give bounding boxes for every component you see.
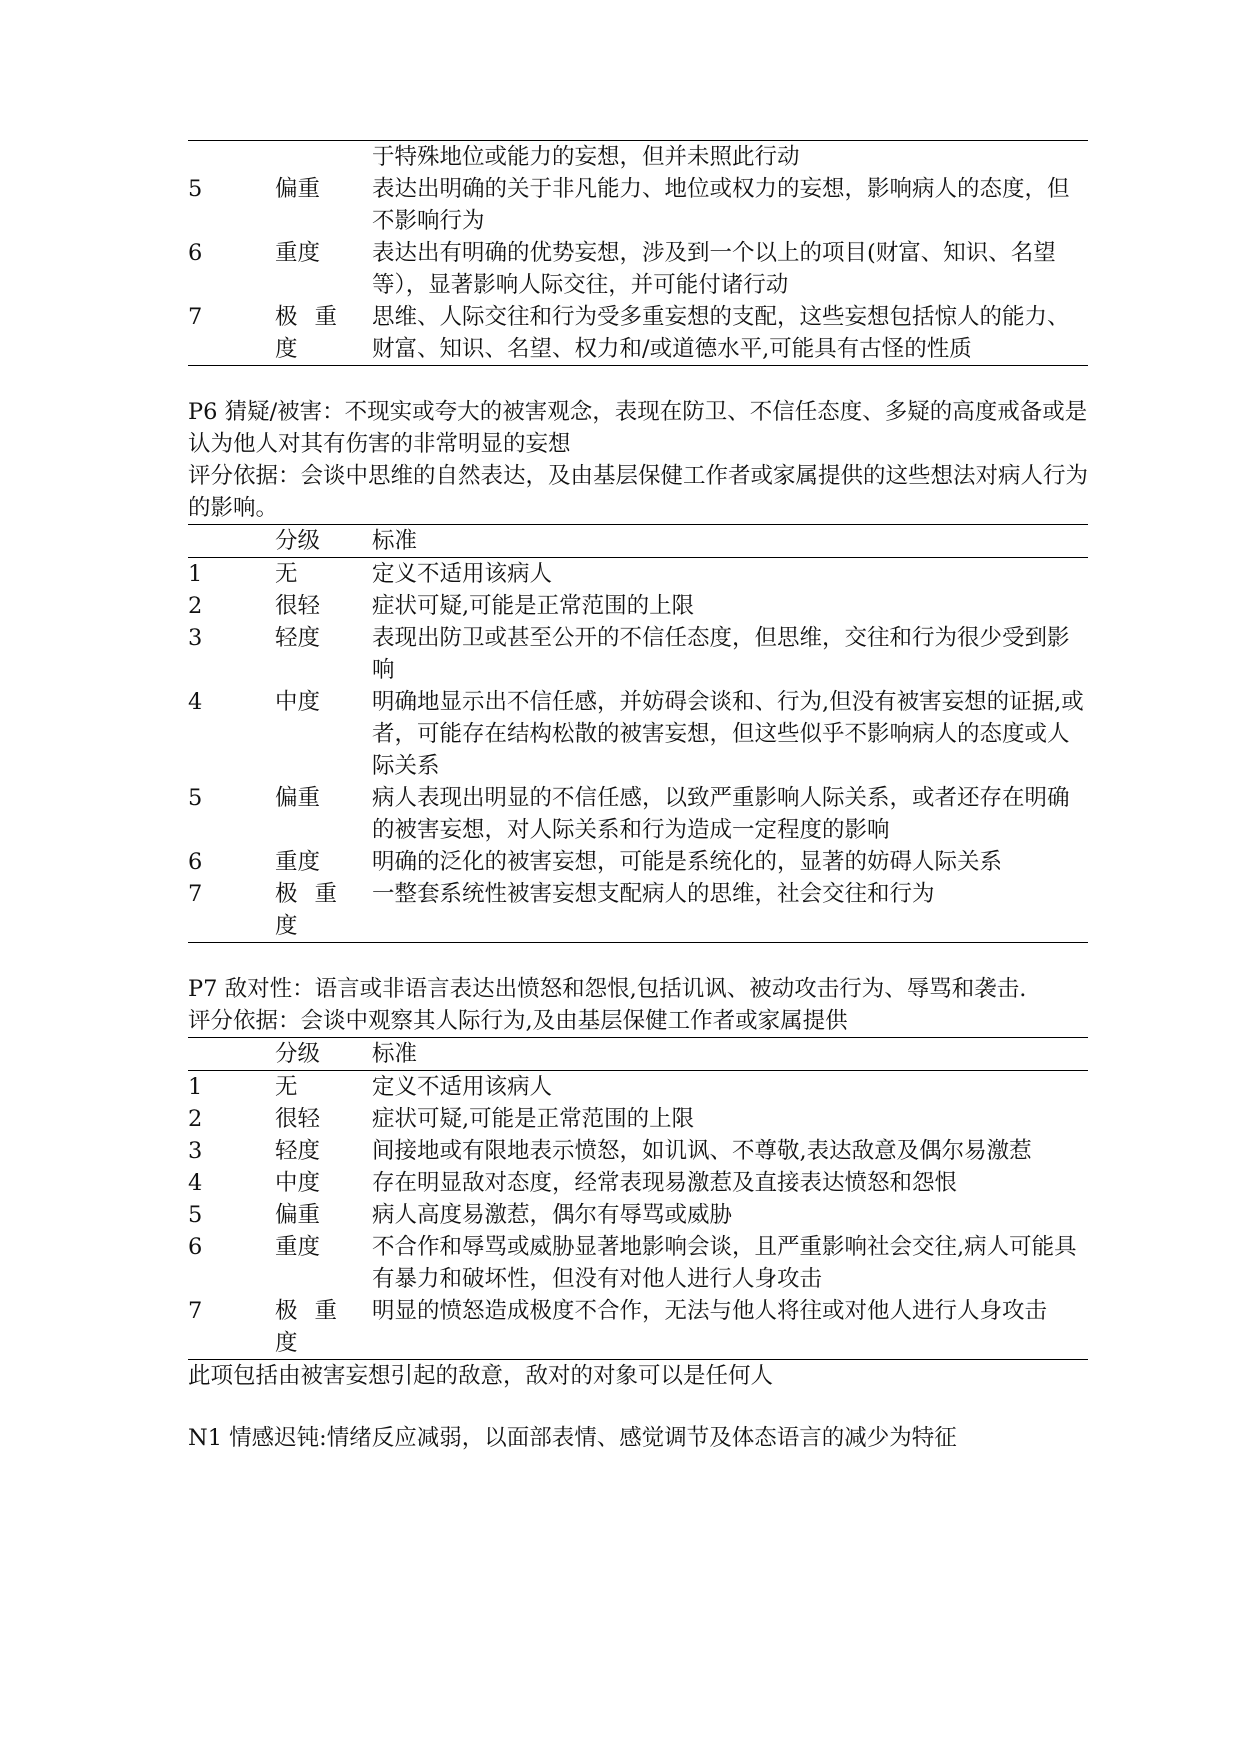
level-char: 度 (275, 336, 298, 362)
p7-title: P7 敌对性：语言或非语言表达出愤怒和怨恨,包括讥讽、被动攻击行为、辱骂和袭击. (188, 976, 1027, 1002)
table-row (188, 878, 1088, 943)
level-cell: 轻度 (275, 1138, 321, 1164)
header-level: 分级 (275, 525, 372, 558)
score-cell (188, 141, 275, 174)
criteria-cell: 病人表现出明显的不信任感，以致严重影响人际关系，或者还存在明确的被害妄想，对人际关系和行为造成一定程度的影响 (372, 785, 1070, 843)
level-cell: 很轻 (275, 1106, 321, 1132)
score-cell: 6 (188, 849, 203, 875)
level-char: 极 (275, 881, 303, 907)
table-row (188, 301, 1088, 366)
p5-continuation-table (188, 140, 1088, 366)
p7-note: 此项包括由被害妄想引起的敌意，敌对的对象可以是任何人 (188, 1363, 774, 1389)
criteria-cell: 症状可疑,可能是正常范围的上限 (372, 593, 695, 619)
criteria-cell: 定义不适用该病人 (372, 1074, 553, 1100)
level-cell: 轻度 (275, 625, 321, 651)
level-char: 重 (314, 881, 337, 907)
score-cell: 7 (188, 304, 203, 330)
spacer (188, 943, 1088, 973)
header-score-cell (188, 1038, 275, 1071)
p6-basis: 评分依据：会谈中思维的自然表达，及由基层保健工作者或家属提供的这些想法对病人行为的影响。 (188, 463, 1089, 521)
level-char: 度 (275, 1330, 298, 1356)
level-char: 重 (314, 1298, 337, 1324)
criteria-cell: 明确的泛化的被害妄想，可能是系统化的，显著的妨碍人际关系 (372, 849, 1003, 875)
score-cell: 4 (188, 689, 203, 715)
score-cell: 7 (188, 881, 203, 907)
spacer (188, 366, 1088, 396)
table-row (188, 141, 1088, 174)
level-char: 度 (275, 913, 298, 939)
table-row (188, 1295, 1088, 1360)
level-split-line (275, 1295, 337, 1327)
table-row (188, 590, 1088, 622)
table-row (188, 782, 1088, 846)
criteria-cell: 明确地显示出不信任感，并妨碍会谈和、行为,但没有被害妄想的证据,或者，可能存在结构松散的被害妄想，但这些似乎不影响病人的态度或人际关系 (372, 689, 1084, 779)
level-char: 极 (275, 1298, 303, 1324)
level-cell: 重度 (275, 240, 321, 266)
table-row (188, 1231, 1088, 1295)
score-cell: 4 (188, 1170, 203, 1196)
table-row (188, 173, 1088, 237)
spacer (188, 1392, 1088, 1422)
criteria-cell: 一整套系统性被害妄想支配病人的思维，社会交往和行为 (372, 881, 935, 907)
score-cell: 1 (188, 1074, 203, 1100)
n1-title: N1 情感迟钝:情绪反应减弱，以面部表情、感觉调节及体态语言的减少为特征 (188, 1425, 957, 1451)
level-split-line (275, 878, 337, 910)
level-cell (275, 301, 372, 366)
p6-title: P6 猜疑/被害：不现实或夸大的被害观念，表现在防卫、不信任态度、多疑的高度戒备或是认为他人对其有伤害的非常明显的妄想 (188, 399, 1088, 457)
score-cell: 3 (188, 1138, 203, 1164)
table-row (188, 1071, 1088, 1104)
criteria-cell: 不合作和辱骂或威胁显著地影响会谈，且严重影响社会交往,病人可能具有暴力和破坏性，但没有对他人进行人身攻击 (372, 1234, 1077, 1292)
score-cell: 7 (188, 1298, 203, 1324)
table-row (188, 846, 1088, 878)
table-row (188, 237, 1088, 301)
table-header-row (188, 1038, 1088, 1071)
table-row (188, 1167, 1088, 1199)
level-cell: 偏重 (275, 785, 321, 811)
p7-scale-table (188, 1037, 1088, 1360)
score-cell: 6 (188, 1234, 203, 1260)
level-cell: 中度 (275, 1170, 321, 1196)
criteria-cell: 间接地或有限地表示愤怒，如讥讽、不尊敬,表达敌意及偶尔易激惹 (372, 1138, 1032, 1164)
p6-scale-table (188, 524, 1088, 943)
score-cell: 6 (188, 240, 203, 266)
document-page (188, 140, 1088, 1454)
table-row (188, 1199, 1088, 1231)
criteria-cell: 表达出有明确的优势妄想，涉及到一个以上的项目(财富、知识、名望等），显著影响人际交往，并可能付诸行动 (372, 240, 1056, 298)
criteria-cell: 存在明显敌对态度，经常表现易激惹及直接表达愤怒和怨恨 (372, 1170, 958, 1196)
level-cell: 偏重 (275, 176, 321, 202)
criteria-cell: 表现出防卫或甚至公开的不信任态度，但思维，交往和行为很少受到影响 (372, 625, 1070, 683)
criteria-cell: 病人高度易激惹，偶尔有辱骂或威胁 (372, 1202, 733, 1228)
score-cell: 2 (188, 1106, 203, 1132)
level-split-line (275, 301, 337, 333)
level-cell (275, 1295, 372, 1360)
score-cell: 3 (188, 625, 203, 651)
table-row (188, 686, 1088, 782)
level-char: 重 (314, 304, 337, 330)
table-row (188, 1135, 1088, 1167)
level-cell: 重度 (275, 1234, 321, 1260)
level-cell (275, 878, 372, 943)
level-cell: 偏重 (275, 1202, 321, 1228)
criteria-cell: 表达出明确的关于非凡能力、地位或权力的妄想，影响病人的态度，但不影响行为 (372, 176, 1070, 234)
level-cell: 很轻 (275, 593, 321, 619)
table-row (188, 1103, 1088, 1135)
criteria-cell: 于特殊地位或能力的妄想，但并未照此行动 (372, 144, 800, 170)
p7-basis: 评分依据：会谈中观察其人际行为,及由基层保健工作者或家属提供 (188, 1008, 848, 1034)
score-cell: 5 (188, 785, 203, 811)
level-cell: 重度 (275, 849, 321, 875)
level-cell: 中度 (275, 689, 321, 715)
table-header-row (188, 525, 1088, 558)
criteria-cell: 症状可疑,可能是正常范围的上限 (372, 1106, 695, 1132)
level-cell: 无 (275, 561, 298, 587)
level-char: 极 (275, 304, 303, 330)
score-cell: 1 (188, 561, 203, 587)
criteria-cell: 定义不适用该病人 (372, 561, 553, 587)
criteria-cell: 思维、人际交往和行为受多重妄想的支配，这些妄想包括惊人的能力、财富、知识、名望、权力和/或道德水平,可能具有古怪的性质 (372, 304, 1070, 362)
score-cell: 5 (188, 176, 203, 202)
header-level: 分级 (275, 1038, 372, 1071)
score-cell: 5 (188, 1202, 203, 1228)
level-cell: 无 (275, 1074, 298, 1100)
table-row (188, 622, 1088, 686)
criteria-cell: 明显的愤怒造成极度不合作，无法与他人将往或对他人进行人身攻击 (372, 1298, 1048, 1324)
header-criteria: 标准 (372, 525, 1088, 558)
header-criteria: 标准 (372, 1038, 1088, 1071)
table-row (188, 558, 1088, 591)
header-score-cell (188, 525, 275, 558)
score-cell: 2 (188, 593, 203, 619)
level-cell (275, 141, 372, 174)
